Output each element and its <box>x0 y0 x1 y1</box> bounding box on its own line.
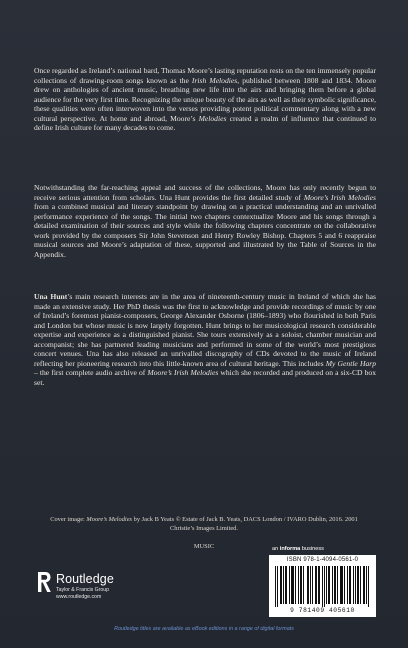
barcode-bar <box>310 566 311 604</box>
text-segment: ’s main research interests are in the area of nineteenth-century music in Ireland of which she has made an extensive study. Her PhD thesis was the first to acknowledge and provide recordings of music by one of Ireland’s foremost pianist-composers, George Alexander Osborne (1806–1893) who flourished in both Paris and London but whose music is now largely forgotten. Hunt brings to her musicological research considerable expertise and experience as a distinguished pianist. She tours extensively as a soloist, chamber musician and accompanist; she has partnered leading musicians and performed in some of the world’s most prestigious concert venues. Una has also released an unrivalled discography of CDs devoted to the music of Ireland reflecting her pioneering research into this little-known area of cultural heritage. This includes <box>34 292 376 368</box>
barcode-bar <box>275 566 276 607</box>
barcode-bar <box>337 566 338 604</box>
barcode-panel <box>269 555 376 617</box>
barcode-bar <box>293 566 294 604</box>
barcode-bar <box>368 566 369 607</box>
barcode-bar <box>286 566 287 604</box>
barcode-bar <box>334 566 335 604</box>
barcode-bar <box>350 566 351 604</box>
barcode-bar <box>281 566 282 604</box>
barcode-bar <box>363 566 364 604</box>
ebook-availability-note: Routledge titles are available as eBook editions in a range of digital formats <box>114 626 294 632</box>
barcode-bar <box>316 566 317 604</box>
barcode-bar <box>315 566 316 604</box>
publisher-url: www.routledge.com <box>56 594 102 600</box>
barcode-bar <box>324 566 325 607</box>
barcode-bar <box>277 566 278 607</box>
text-segment: which she recorded and produced on a six-CD box set. <box>34 368 377 387</box>
publisher-name: Routledge <box>56 572 114 586</box>
barcode-bar <box>357 566 358 604</box>
text-segment: Melodies <box>198 113 227 123</box>
barcode-bar <box>328 566 329 604</box>
barcode-bar <box>322 566 323 607</box>
text-segment: Cover image: <box>50 516 87 523</box>
text-segment: from a combined musical and literary standpoint by drawing on a practical understanding and an unrivalled performance experience of the songs. The initial two chapters contextualize Moore and his songs through a detailed examination of their sources and style while the following chapters concentrate on the collaborative work provided by the composers Sir John Stevenson and Henry Rowley Bishop. Chapters 5 and 6 reappraise musical sources and Moore’s adaptation of these, supported and illustrated by the Table of Sources in the Appendix. <box>34 202 376 259</box>
text-segment: Moore’s Melodies <box>86 516 133 523</box>
barcode-bar <box>280 566 281 604</box>
text-segment: Moore’s Irish Melodies <box>303 192 376 202</box>
author-bio-paragraph <box>34 292 376 387</box>
informa-prefix: an <box>272 546 280 552</box>
blurb-paragraph-2 <box>34 183 376 259</box>
barcode-bar <box>342 566 343 604</box>
text-segment: Irish Melodies <box>191 75 238 85</box>
subject-category: MUSIC <box>193 543 215 550</box>
publisher-group: Taylor & Francis Group <box>56 587 110 593</box>
barcode-bar <box>326 566 327 604</box>
text-segment: created a realm of influence that continued to define Irish culture for many decades to come. <box>34 113 376 133</box>
informa-tagline <box>272 546 324 552</box>
barcode-bar <box>340 566 341 604</box>
text-segment: by Jack B Yeats © Estate of Jack B. Yeats, DACS London / IVARO Dublin, 2016. 2001 Christie’s Images Limited. <box>132 516 358 532</box>
barcode-bar <box>291 566 292 604</box>
informa-suffix: business <box>300 546 324 552</box>
barcode-icon <box>275 566 370 607</box>
text-segment: , published between 1808 and 1834. Moore drew on anthologies of ancient music, breathing new life into the airs and bringing them before a global audience for the very first time. Recognizing the unique beauty of the airs as well as their symbolic significance, these qualities were often interwoven into the verses providing potent political commentary along with a new cultural perspective. At home and abroad, Moore’s <box>34 75 376 123</box>
barcode-bar <box>303 566 304 604</box>
text-segment: Once regarded as Ireland’s national bard, Thomas Moore’s lasting reputation rests on the ten immensely popular collections of drawing-room songs known as the <box>34 66 376 85</box>
barcode-bar <box>285 566 286 604</box>
barcode-bar <box>289 566 290 604</box>
barcode-bar <box>319 566 320 604</box>
barcode-bar <box>329 566 330 604</box>
barcode-bar <box>344 566 345 604</box>
publisher-logo <box>36 570 176 608</box>
text-segment: Notwithstanding the far-reaching appeal and success of the collections, Moore has only recently begun to receive serious attention from scholars. Una Hunt provides the first detailed study of <box>34 183 376 202</box>
barcode-bar <box>300 566 301 604</box>
blurb-paragraph-1 <box>34 66 376 133</box>
routledge-logo-icon <box>36 570 52 594</box>
barcode-bar <box>364 566 365 604</box>
barcode-bar <box>318 566 319 604</box>
barcode-bar <box>366 566 367 604</box>
text-segment: – the first complete audio archive of <box>34 368 148 378</box>
informa-name: informa <box>279 546 301 552</box>
barcode-bar <box>360 566 361 604</box>
barcode-bar <box>358 566 359 604</box>
barcode-bar <box>335 566 336 604</box>
barcode-bar <box>301 566 302 604</box>
barcode-bar <box>355 566 356 604</box>
barcode-bar <box>292 566 293 604</box>
barcode-bar <box>308 566 309 604</box>
barcode-bar <box>341 566 342 604</box>
barcode-bar <box>347 566 348 604</box>
cover-image-credit <box>40 516 368 533</box>
text-segment: Una Hunt <box>34 292 68 301</box>
barcode-bar <box>353 566 354 604</box>
barcode-bar <box>295 566 296 604</box>
isbn-label: ISBN 978-1-4094-0561-0 <box>286 557 359 563</box>
barcode-bar <box>349 566 350 604</box>
barcode-bar <box>283 566 284 604</box>
barcode-digits: 9 781409 405610 <box>290 607 355 614</box>
barcode-bar <box>312 566 313 604</box>
text-segment: Moore’s Irish Melodies <box>147 368 219 378</box>
barcode-bar <box>332 566 333 604</box>
barcode-bar <box>307 566 308 604</box>
barcode-bar <box>298 566 299 604</box>
text-segment: My Gentle Harp <box>325 358 376 368</box>
